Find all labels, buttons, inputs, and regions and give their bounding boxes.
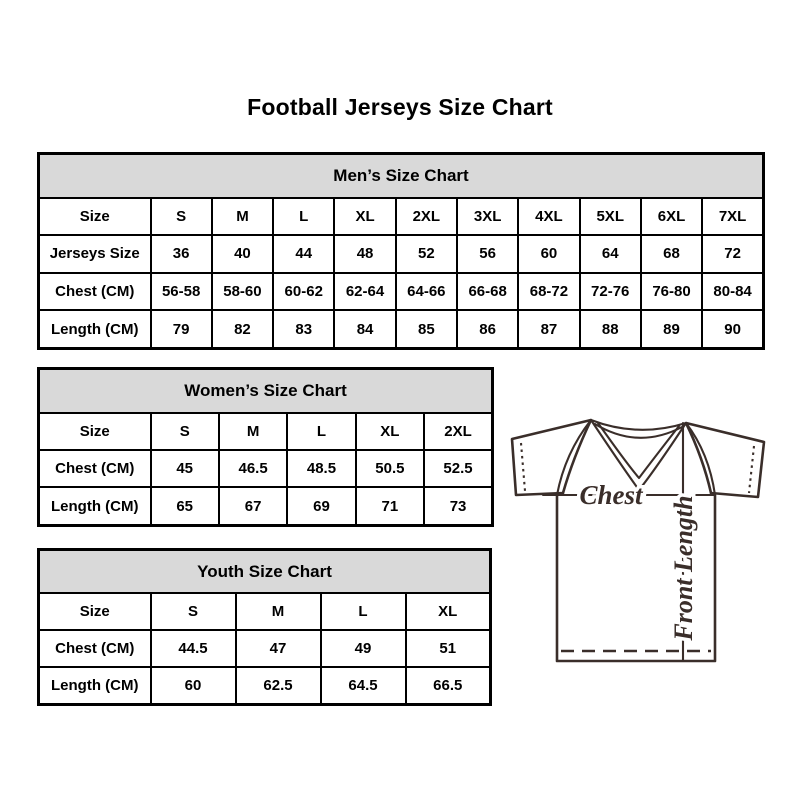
data-cell: 50.5 [356,450,424,487]
data-cell: S [151,593,236,630]
data-cell: 62-64 [334,273,395,310]
table-row [39,667,491,705]
data-cell: 76-80 [641,273,702,310]
row-label-cell: Size [39,413,151,450]
data-cell: 86 [457,310,518,348]
data-cell: 46.5 [219,450,287,487]
data-cell: 2XL [424,413,492,450]
womens-table-title: Women’s Size Chart [39,369,493,413]
mens-table-title: Men’s Size Chart [39,154,764,198]
data-cell: 52 [396,235,457,272]
data-cell: 60 [151,667,236,705]
data-cell: 48 [334,235,395,272]
data-cell: 66.5 [406,667,491,705]
table-row [39,487,493,525]
data-cell: L [321,593,406,630]
data-cell: 4XL [518,198,579,235]
data-cell: 47 [236,630,321,667]
table-row [39,235,764,272]
row-label-cell: Length (CM) [39,667,151,705]
data-cell: 68-72 [518,273,579,310]
youth-table-title: Youth Size Chart [39,550,491,594]
table-row [39,310,764,348]
data-cell: 72-76 [580,273,641,310]
data-cell: 84 [334,310,395,348]
youth-size-table [37,548,492,706]
data-cell: 65 [151,487,219,525]
data-cell: 60 [518,235,579,272]
data-cell: 72 [702,235,763,272]
row-label-cell: Size [39,198,151,235]
row-label-cell: Chest (CM) [39,450,151,487]
data-cell: 44.5 [151,630,236,667]
data-cell: 64-66 [396,273,457,310]
data-cell: 2XL [396,198,457,235]
data-cell: 60-62 [273,273,334,310]
data-cell: M [219,413,287,450]
data-cell: S [151,413,219,450]
data-cell: 6XL [641,198,702,235]
data-cell: 69 [287,487,355,525]
data-cell: 79 [151,310,212,348]
data-cell: 67 [219,487,287,525]
data-cell: 51 [406,630,491,667]
row-label-cell: Length (CM) [39,310,151,348]
page-title: Football Jerseys Size Chart [247,94,553,120]
row-label-cell: Length (CM) [39,487,151,525]
row-label-cell: Chest (CM) [39,273,151,310]
mens-size-chart-section [37,152,765,350]
data-cell: 48.5 [287,450,355,487]
data-cell: 3XL [457,198,518,235]
data-cell: 45 [151,450,219,487]
jersey-illustration [503,398,775,670]
data-cell: XL [406,593,491,630]
data-cell: 40 [212,235,273,272]
chest-label: Chest [579,480,643,510]
table-row [39,450,493,487]
data-cell: 68 [641,235,702,272]
data-cell: 87 [518,310,579,348]
table-row [39,630,491,667]
data-cell: 56-58 [151,273,212,310]
data-cell: XL [334,198,395,235]
jersey-measurement-diagram [503,398,775,670]
womens-size-table [37,367,494,527]
womens-size-chart-section [37,367,494,527]
data-cell: L [273,198,334,235]
row-label-cell: Chest (CM) [39,630,151,667]
data-cell: 36 [151,235,212,272]
data-cell: 83 [273,310,334,348]
row-label-cell: Size [39,593,151,630]
data-cell: 56 [457,235,518,272]
table-row [39,198,764,235]
row-label-cell: Jerseys Size [39,235,151,272]
data-cell: M [212,198,273,235]
data-cell: 62.5 [236,667,321,705]
data-cell: 64 [580,235,641,272]
data-cell: 52.5 [424,450,492,487]
table-row [39,593,491,630]
front-length-label: Front Length [669,495,698,641]
table-row [39,413,493,450]
data-cell: 49 [321,630,406,667]
mens-size-table [37,152,765,350]
youth-size-chart-section [37,548,492,706]
data-cell: 64.5 [321,667,406,705]
data-cell: M [236,593,321,630]
data-cell: 44 [273,235,334,272]
data-cell: 88 [580,310,641,348]
data-cell: 90 [702,310,763,348]
data-cell: 5XL [580,198,641,235]
data-cell: 7XL [702,198,763,235]
data-cell: 66-68 [457,273,518,310]
data-cell: L [287,413,355,450]
data-cell: 82 [212,310,273,348]
data-cell: 71 [356,487,424,525]
jersey-left-cuff-stitch-line [521,443,525,491]
data-cell: XL [356,413,424,450]
data-cell: 80-84 [702,273,763,310]
data-cell: S [151,198,212,235]
data-cell: 73 [424,487,492,525]
data-cell: 85 [396,310,457,348]
data-cell: 58-60 [212,273,273,310]
table-row [39,273,764,310]
data-cell: 89 [641,310,702,348]
jersey-right-cuff-stitch-line [749,446,754,493]
